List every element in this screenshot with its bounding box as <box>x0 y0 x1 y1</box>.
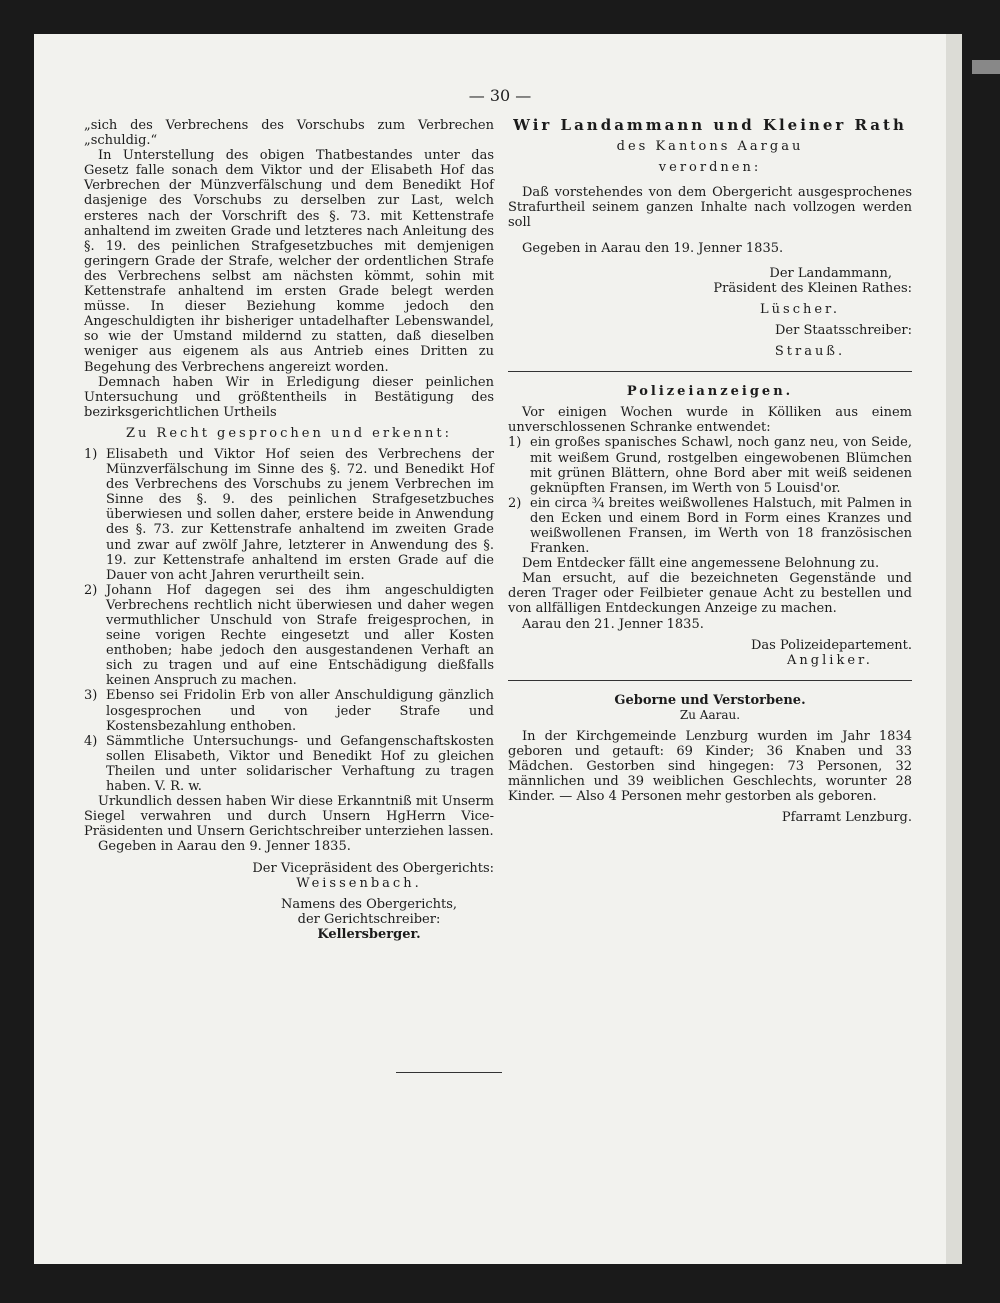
paragraph-3: Urkundlich dessen haben Wir diese Erkanntniß mit Unserm Siegel verwahren und durch Unsern HgHerrn Vice-Präsidenten und Unsern Gerichtschreiber unterziehen lassen. <box>84 794 494 840</box>
right-column <box>508 118 912 826</box>
sig-staatsschreiber-name: Strauß. <box>774 344 846 360</box>
police-request: Man ersucht, auf die bezeichneten Gegenstände und deren Trager oder Feilbieter genaue Acht zu bestellen und von allfälligen Entdeckungen Anzeige zu machen. <box>508 571 912 617</box>
page-number: — 30 — <box>468 86 532 105</box>
item-number: 2) <box>84 582 98 598</box>
police-heading: Polizeianzeigen. <box>626 384 794 400</box>
paragraph-1: In Unterstellung des obigen Thatbestandes unter das Gesetz falle sonach dem Viktor und der Elisabeth Hof das Verbrechen der Münzverfälschung und dem Benedikt Hof dasjenige des Vorschubs zu derselben zur Last, welch ersteres nach der Vorschrift des §. 73. mit Kettenstrafe anhaltend im zweiten Grade und letzteres nach Anleitung des §. 19. des peinlichen Strafgesetzbuches mit demjenigen geringern Grade der Strafe, welcher der ordentlichen Strafe des Verbrechens selbst am nächsten kömmt, sohin mit Kettenstrafe anhaltend im ersten Grade belegt werden müsse. In dieser Beziehung komme jedoch den Angeschuldigten ihr bisheriger untadelhafter Lebenswandel, so wie der Umstand mildernd zu statten, daß dieselben weniger aus eigenem als aus Antrieb eines Dritten zu Begehung des Verbrechens angereizt worden. <box>84 148 494 375</box>
police-intro: Vor einigen Wochen wurde in Kölliken aus einem unverschlossenen Schranke entwendet: <box>508 405 912 436</box>
police-item-2 <box>508 496 912 556</box>
item-text: Elisabeth und Viktor Hof seien des Verbrechens der Münzverfälschung im Sinne des §. 72. und Benedikt Hof des Verbrechens des Vorschubs zu jenem Verbrechen im Sinne des §. 9. des peinlichen Strafgesetzbuches überwiesen und sollen daher, erstere beide in Anwendung des §. 73. zur Kettenstrafe anhaltend im zweiten Grade und zwar auf zwölf Jahre, letzterer in Anwendung des §. 19. zur Kettenstrafe anhaltend im ersten Grade auf die Dauer von acht Jahren verurtheilt sein. <box>106 446 494 583</box>
intro-quote: „sich des Verbrechens des Vorschubs zum Verbrechen „schuldig.“ <box>84 118 494 149</box>
item-text: Ebenso sei Fridolin Erb von aller Anschuldigung gänzlich losgesprochen und von jeder Strafe und Kostensbezahlung enthoben. <box>106 688 494 734</box>
item-number: 1) <box>84 446 98 462</box>
verdict-item-1 <box>84 447 494 583</box>
item-number: 1) <box>508 435 522 451</box>
verdict-item-4 <box>84 734 494 794</box>
verdict-heading: Zu Recht gesprochen und erkennt: <box>126 425 452 441</box>
signature-title-2b: der Gerichtschreiber: <box>297 911 441 927</box>
births-signature: Pfarramt Lenzburg. <box>781 810 912 826</box>
decree-text: Daß vorstehendes von dem Obergericht ausgesprochenes Strafurtheil seinem ganzen Inhalte nach vollzogen werden soll <box>508 185 912 231</box>
police-signature-name: Angliker. <box>787 652 873 668</box>
police-reward: Dem Entdecker fällt eine angemessene Belohnung zu. <box>522 556 880 572</box>
decree-subtitle: des Kantons Aargau <box>616 139 804 155</box>
item-text: ein großes spanisches Schawl, noch ganz neu, von Seide, mit weißem Grund, rostgelben eingewobenen Blümchen mit grünen Blättern, ohne Bord aber mit weiß seidenen geknüpften Fransen, im Werth von 5 Louisd'or. <box>530 435 912 496</box>
item-number: 2) <box>508 495 522 511</box>
verdict-item-3 <box>84 688 494 733</box>
end-rule <box>396 1072 502 1073</box>
paper-edge <box>946 34 962 1264</box>
page-tab <box>972 60 1000 74</box>
sig-staatsschreiber: Der Staatsschreiber: <box>775 322 912 338</box>
item-text: Johann Hof dagegen sei des ihm angeschuldigten Verbrechens rechtlich nicht überwiesen und daher wegen vermuthlicher Unschuld von Strafe freigesprochen, in seine vorigen Rechte eingesetzt und aller Kosten enthoben; habe jedoch den ausgestandenen Verhaft an sich zu tragen und auf eine Entschädigung dießfalls keinen Anspruch zu machen. <box>106 582 494 689</box>
signature-title-2: Namens des Obergerichts, <box>280 896 458 912</box>
left-column <box>84 118 494 942</box>
signature-title-1: Der Vicepräsident des Obergerichts: <box>252 860 494 876</box>
births-heading: Geborne und Verstorbene. <box>614 692 806 708</box>
decree-verb: verordnen: <box>658 160 762 176</box>
sig-president-name: Lüscher. <box>760 301 840 317</box>
police-date: Aarau den 21. Jenner 1835. <box>522 616 704 632</box>
police-item-1 <box>508 435 912 495</box>
divider <box>508 680 912 681</box>
births-place: Zu Aarau. <box>679 707 741 722</box>
births-text: In der Kirchgemeinde Lenzburg wurden im Jahr 1834 geboren und getauft: 69 Kinder; 36 Knaben und 33 Mädchen. Gestorben sind hingegen: 73 Personen, 32 männlichen und 39 weiblichen Geschlechts, worunter 28 Kinder. — Also 4 Personen mehr gestorben als geboren. <box>508 729 912 805</box>
paragraph-2: Demnach haben Wir in Erledigung dieser peinlichen Untersuchung und größtentheils in Bestätigung des bezirksgerichtlichen Urtheils <box>84 374 494 420</box>
decree-title: Wir Landammann und Kleiner Rath <box>513 116 907 134</box>
sig-president: Präsident des Kleinen Rathes: <box>713 280 912 296</box>
decree-given: Gegeben in Aarau den 19. Jenner 1835. <box>522 240 784 256</box>
divider <box>508 371 912 372</box>
sig-landammann: Der Landammann, <box>769 265 892 281</box>
given-date: Gegeben in Aarau den 9. Jenner 1835. <box>98 839 351 855</box>
signature-name-2: Kellersberger. <box>317 926 421 942</box>
item-text: Sämmtliche Untersuchungs- und Gefangenschaftskosten sollen Elisabeth, Viktor und Benedikt Hof zu gleichen Theilen und unter solidarischer Verhaftung zu tragen haben. V. R. w. <box>106 733 494 795</box>
police-signature: Das Polizeidepartement. <box>750 637 912 653</box>
item-number: 3) <box>84 688 98 704</box>
signature-name-1: Weissenbach. <box>296 875 422 891</box>
verdict-item-2 <box>84 583 494 689</box>
item-number: 4) <box>84 733 98 749</box>
item-text: ein circa ¾ breites weißwollenes Halstuch, mit Palmen in den Ecken und einem Bord in Form eines Kranzes und weißwollenen Fransen, im Werth von 18 französischen Franken. <box>530 495 912 557</box>
